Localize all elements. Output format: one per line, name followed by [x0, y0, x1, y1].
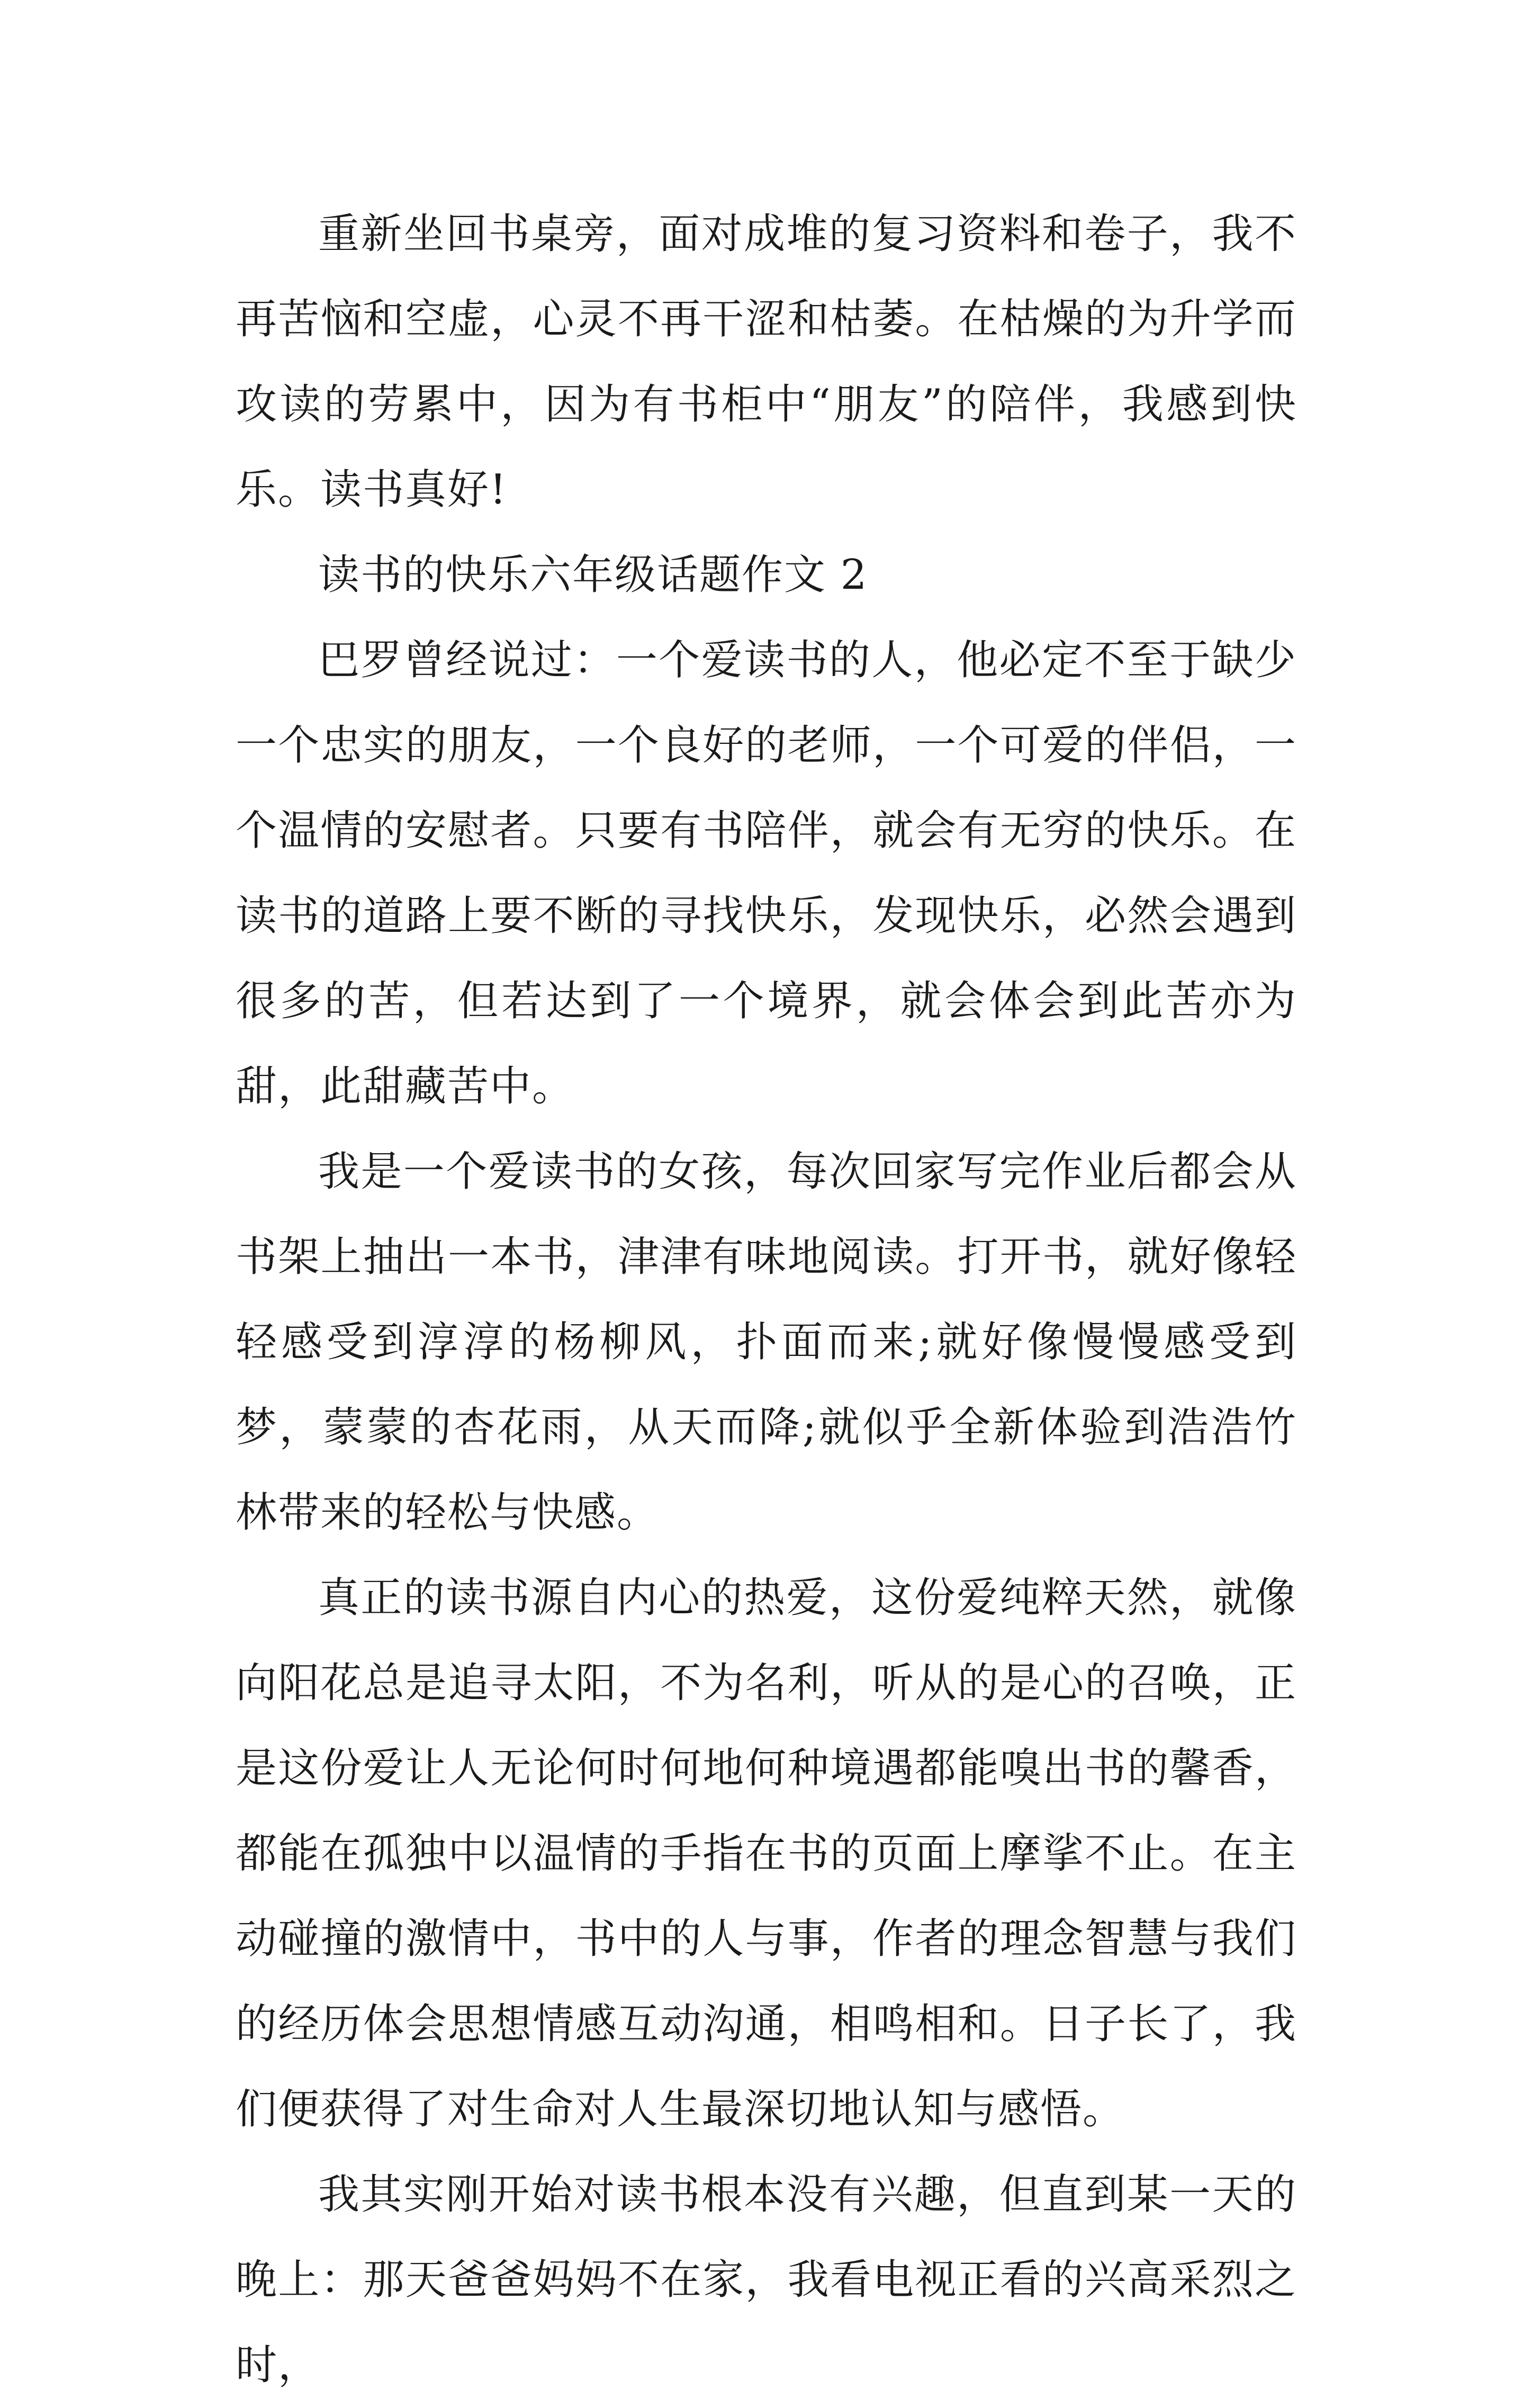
- section-heading: 读书的快乐六年级话题作文 2: [318, 551, 868, 599]
- paragraph: 我是一个爱读书的女孩，每次回家写完作业后都会从书架上抽出一本书，津津有味地阅读。打开书，就好像轻轻感受到淳淳的杨柳风，扑面而来;就好像慢慢感受到梦，蒙蒙的杏花雨，从天而降;就似乎全新体验到浩浩竹林带来的轻松与快感。: [236, 1148, 1297, 1537]
- paragraph: 巴罗曾经说过：一个爱读书的人，他必定不至于缺少一个忠实的朋友，一个良好的老师，一个可爱的伴侣，一个温情的安慰者。只要有书陪伴，就会有无穷的快乐。在读书的道路上要不断的寻找快乐，发现快乐，必然会遇到很多的苦，但若达到了一个境界，就会体会到此苦亦为甜，此甜藏苦中。: [236, 636, 1297, 1110]
- paragraph: 真正的读书源自内心的热爱，这份爱纯粹天然，就像向阳花总是追寻太阳，不为名利，听从的是心的召唤，正是这份爱让人无论何时何地何种境遇都能嗅出书的馨香，都能在孤独中以温情的手指在书的页面上摩挲不止。在主动碰撞的激情中，书中的人与事，作者的理念智慧与我们的经历体会思想情感互动沟通，相鸣相和。日子长了，我们便获得了对生命对人生最深切地认知与感悟。: [236, 1574, 1297, 2133]
- paragraph: 我其实刚开始对读书根本没有兴趣，但直到某一天的晚上：那天爸爸妈妈不在家，我看电视正看的兴高采烈之时，: [236, 2171, 1297, 2389]
- paragraph: 重新坐回书桌旁，面对成堆的复习资料和卷子，我不再苦恼和空虚，心灵不再干涩和枯萎。在枯燥的为升学而攻读的劳累中，因为有书柜中“朋友”的陪伴，我感到快乐。读书真好!: [236, 210, 1297, 514]
- document-body: [236, 192, 1297, 2408]
